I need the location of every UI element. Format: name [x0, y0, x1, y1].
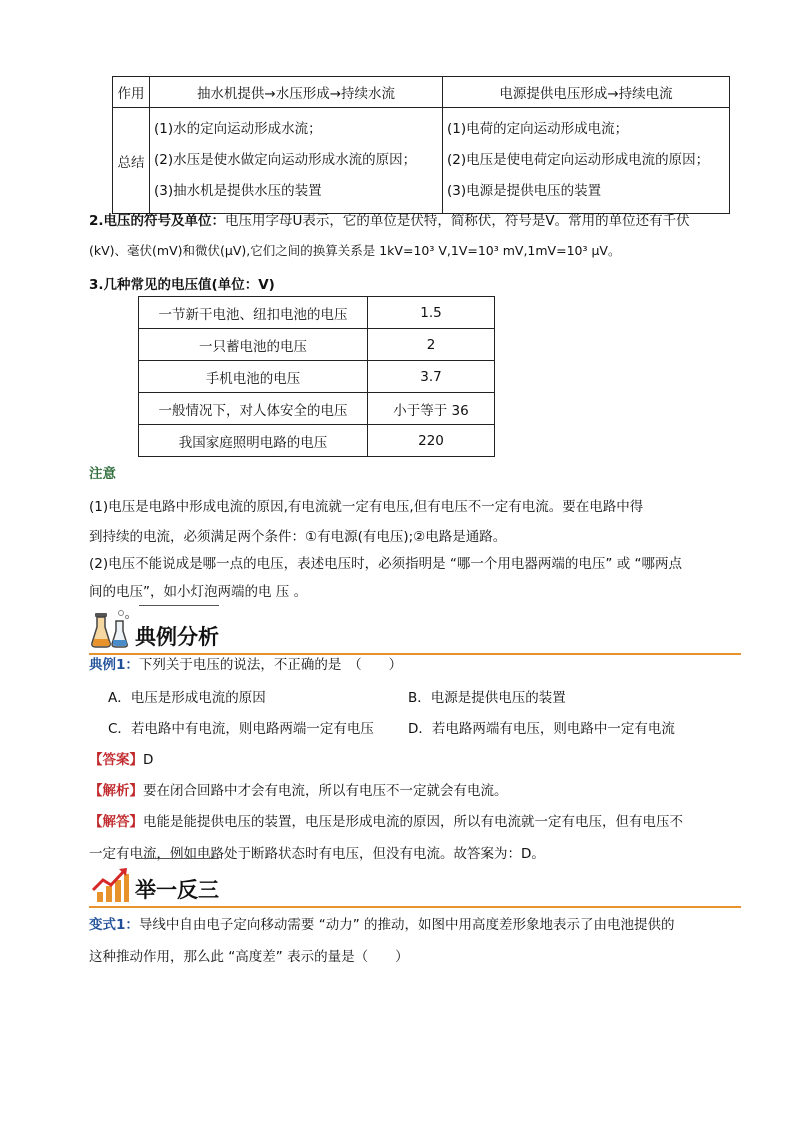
flask-icon — [91, 607, 131, 649]
analysis-label: 【解析】 — [89, 783, 143, 799]
section2-heading: 2.电压的符号及单位： — [89, 213, 226, 229]
row-label: 作用 — [113, 77, 150, 108]
example-question — [89, 653, 402, 673]
table-row — [139, 329, 495, 361]
notes-line: 间的电压”，如小灯泡两端的电 压 。 — [89, 584, 308, 600]
option-c: C．若电路中有电流，则电路两端一定有电压 — [108, 721, 374, 737]
water-flow-cell: 抽水机提供→水压形成→持续水流 — [150, 77, 443, 108]
voltage-value: 1.5 — [368, 297, 495, 329]
practice-label: 变式1： — [89, 917, 139, 933]
question-label: 典例1： — [89, 657, 139, 673]
example-section-header — [89, 605, 741, 655]
list-item: (3)电源是提供电压的装置 — [447, 183, 602, 199]
table-row — [139, 425, 495, 457]
water-summary-cell — [150, 108, 443, 214]
voltage-name: 手机电池的电压 — [139, 361, 368, 393]
voltage-value: 小于等于 36 — [368, 393, 495, 425]
solution-line — [89, 810, 683, 830]
list-item: (1)电荷的定向运动形成电流； — [447, 121, 629, 137]
notes-line: (2)电压不能说成是哪一点的电压，表述电压时，必须指明是 “哪一个用电器两端的电压” 或 “哪两点 — [89, 556, 682, 572]
growth-chart-icon — [91, 864, 131, 904]
section2-line2: (kV)、毫伏(mV)和微伏(μV),它们之间的换算关系是 1kV=10³ V,1V=10³ mV,1mV=10³ μV。 — [89, 243, 621, 258]
voltage-table — [138, 296, 495, 457]
voltage-name: 我国家庭照明电路的电压 — [139, 425, 368, 457]
table-row — [139, 393, 495, 425]
header-top-rule — [139, 605, 219, 606]
notes-line: 到持续的电流，必须满足两个条件：①有电源(有电压);②电路是通路。 — [89, 529, 507, 545]
practice-question — [89, 913, 674, 933]
table-row — [139, 361, 495, 393]
section-title: 典例分析 — [135, 624, 219, 649]
table-row — [139, 297, 495, 329]
list-item: (2)电压是使电荷定向运动形成电流的原因； — [447, 152, 710, 168]
analysis-text: 要在闭合回路中才会有电流，所以有电压不一定就会有电流。 — [143, 783, 508, 799]
comparison-table — [112, 76, 730, 214]
answer-label: 【答案】 — [89, 752, 143, 768]
practice-line2: 这种推动作用，那么此 “高度差” 表示的量是（ ） — [89, 949, 409, 965]
question-text: 下列关于电压的说法，不正确的是 （ ） — [138, 657, 403, 673]
option-b: B．电源是提供电压的装置 — [408, 690, 566, 706]
list-item: (3)抽水机是提供水压的装置 — [154, 183, 322, 199]
voltage-name: 一只蓄电池的电压 — [139, 329, 368, 361]
header-top-rule — [139, 858, 219, 859]
voltage-name: 一般情况下，对人体安全的电压 — [139, 393, 368, 425]
header-underline — [89, 906, 741, 908]
solution-text: 电能是能提供电压的装置，电压是形成电流的原因，所以有电流就一定有电压，但有电压不 — [143, 814, 683, 830]
row-label: 总结 — [113, 108, 150, 214]
voltage-name: 一节新干电池、纽扣电池的电压 — [139, 297, 368, 329]
voltage-value: 220 — [368, 425, 495, 457]
list-item: (2)水压是使水做定向运动形成水流的原因； — [154, 152, 417, 168]
list-item: (1)水的定向运动形成水流； — [154, 121, 322, 137]
section-title: 举一反三 — [135, 877, 219, 902]
voltage-value: 3.7 — [368, 361, 495, 393]
section2-line1 — [89, 209, 690, 229]
current-flow-cell: 电源提供电压形成→持续电流 — [443, 77, 730, 108]
analysis-line — [89, 779, 508, 799]
section2-text: 电压用字母U表示，它的单位是伏特，简称伏，符号是V。常用的单位还有千伏 — [225, 213, 690, 229]
practice-section-header — [89, 858, 741, 908]
solution-line2: 一定有电流，例如电路处于断路状态时有电压，但没有电流。故答案为：D。 — [89, 846, 545, 862]
answer-value: D — [143, 752, 154, 768]
table-row — [113, 108, 730, 214]
voltage-value: 2 — [368, 329, 495, 361]
option-a: A．电压是形成电流的原因 — [108, 690, 266, 706]
section3-heading: 3.几种常见的电压值(单位：V) — [89, 277, 275, 293]
option-d: D．若电路两端有电压，则电路中一定有电流 — [408, 721, 675, 737]
table-row — [113, 77, 730, 108]
current-summary-cell — [443, 108, 730, 214]
notes-heading: 注意 — [89, 466, 116, 482]
practice-text: 导线中自由电子定向移动需要 “动力” 的推动，如图中用高度差形象地表示了由电池提供的 — [138, 917, 675, 933]
answer-line — [89, 748, 153, 768]
solution-label: 【解答】 — [89, 814, 143, 830]
notes-line: (1)电压是电路中形成电流的原因,有电流就一定有电压,但有电压不一定有电流。要在电路中得 — [89, 499, 644, 515]
